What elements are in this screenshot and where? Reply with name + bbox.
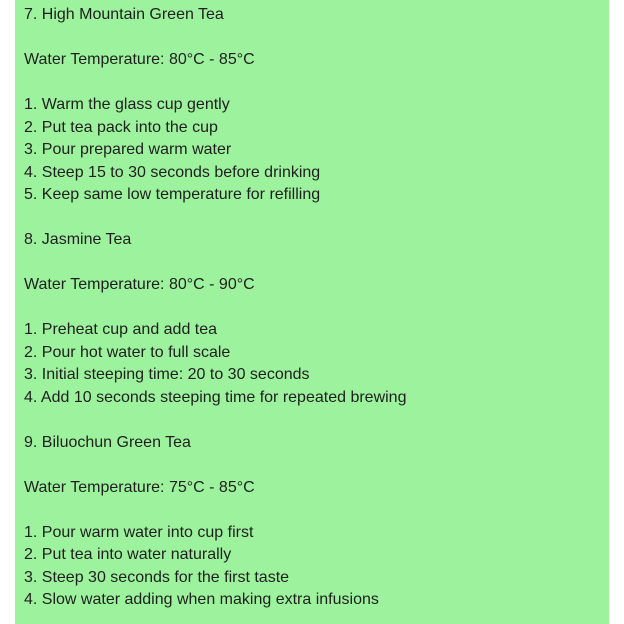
spacer bbox=[24, 499, 609, 522]
step-item: 1. Warm the glass cup gently bbox=[24, 96, 230, 113]
section-jasmine-tea bbox=[24, 229, 609, 409]
section-title: 8. Jasmine Tea bbox=[24, 231, 132, 248]
step-item: 2. Put tea pack into the cup bbox=[24, 118, 218, 136]
spacer bbox=[24, 207, 609, 230]
step-item: 2. Put tea into water naturally bbox=[24, 546, 232, 563]
water-temperature: Water Temperature: 75°C - 85°C bbox=[24, 478, 255, 496]
step-item: 3. Initial steeping time: 20 to 30 seconds bbox=[24, 366, 310, 383]
section-biluochun-green-tea bbox=[24, 432, 609, 612]
spacer bbox=[24, 409, 609, 432]
step-item: 2. Pour hot water to full scale bbox=[24, 343, 231, 361]
spacer bbox=[24, 297, 609, 320]
step-item: 4. Add 10 seconds steeping time for repeated brewing bbox=[24, 388, 407, 406]
spacer bbox=[24, 72, 609, 95]
step-item: 4. Steep 15 to 30 seconds before drinking bbox=[24, 163, 321, 181]
spacer bbox=[24, 454, 609, 477]
water-temperature: Water Temperature: 80°C - 90°C bbox=[24, 276, 255, 293]
section-high-mountain-green-tea bbox=[24, 4, 609, 207]
step-item: 3. Pour prepared warm water bbox=[24, 141, 232, 158]
step-item: 1. Pour warm water into cup first bbox=[24, 523, 254, 541]
tea-brewing-instructions bbox=[15, 0, 609, 624]
spacer bbox=[24, 252, 609, 275]
step-item: 1. Preheat cup and add tea bbox=[24, 321, 218, 338]
step-item: 4. Slow water adding when making extra infusions bbox=[24, 591, 379, 608]
water-temperature: Water Temperature: 80°C - 85°C bbox=[24, 51, 255, 68]
section-title: 7. High Mountain Green Tea bbox=[24, 6, 224, 23]
spacer bbox=[24, 27, 609, 50]
step-item: 5. Keep same low temperature for refilling bbox=[24, 186, 321, 203]
section-title: 9. Biluochun Green Tea bbox=[24, 433, 191, 451]
step-item: 3. Steep 30 seconds for the first taste bbox=[24, 568, 290, 586]
